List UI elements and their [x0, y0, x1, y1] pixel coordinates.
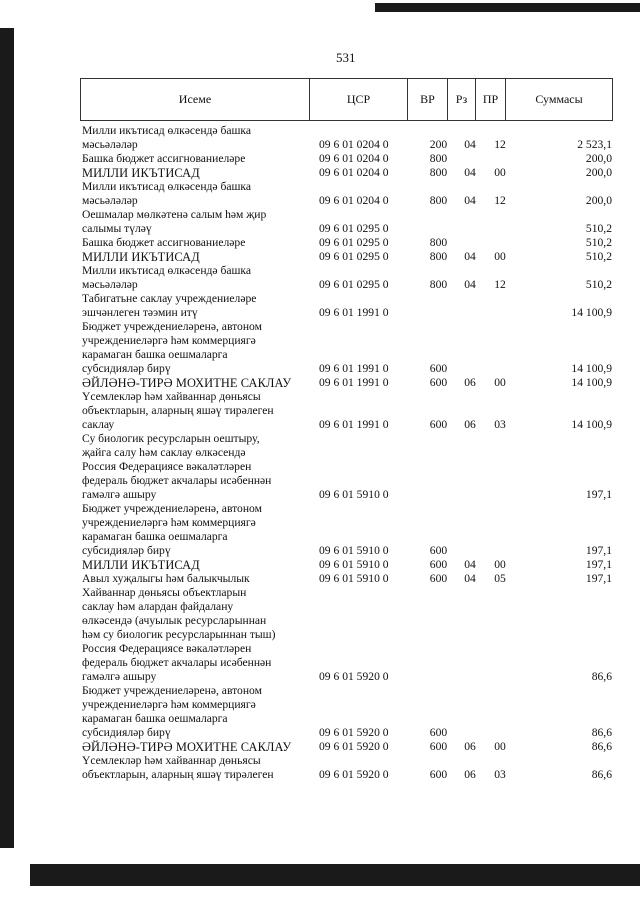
row-csr: 09 6 01 5910 0 [319, 572, 389, 585]
row-pr: 00 [494, 558, 506, 571]
row-name-line: Башка бюджет ассигнованиеләре [82, 236, 246, 249]
table-row [82, 558, 612, 572]
row-name [82, 292, 307, 320]
row-pr: 00 [494, 740, 506, 753]
row-sum: 200,0 [585, 194, 612, 207]
table-row [82, 502, 612, 558]
row-name-line: Милли икътисад өлкәсендә башка [82, 180, 252, 193]
table-row [82, 376, 612, 390]
row-name-line: Су биологик ресурсларын оештыру, [82, 432, 260, 445]
row-pr: 00 [494, 250, 506, 263]
row-sum: 14 100,9 [571, 418, 612, 431]
row-sum: 510,2 [585, 236, 612, 249]
row-csr: 09 6 01 1991 0 [319, 306, 389, 319]
row-sum: 197,1 [585, 544, 612, 557]
row-name-line: федераль бюджет акчалары исәбеннән [82, 656, 272, 669]
scan-edge-top [375, 3, 640, 12]
row-csr: 09 6 01 0295 0 [319, 236, 389, 249]
row-name-line: Бюджет учреждениеләренә, автоном [82, 502, 262, 515]
row-rz: 04 [464, 166, 476, 179]
column-header-vr: ВР [408, 79, 448, 120]
row-vr: 800 [429, 194, 448, 207]
row-vr: 200 [429, 138, 448, 151]
row-name [82, 236, 307, 250]
row-name [82, 250, 307, 264]
row-csr: 09 6 01 5920 0 [319, 726, 389, 739]
table-row [82, 390, 612, 432]
table-row [82, 586, 612, 684]
row-name-line: Милли икътисад өлкәсендә башка [82, 124, 252, 137]
row-csr: 09 6 01 1991 0 [319, 376, 389, 389]
row-name-line: мәсьәләләр [82, 194, 138, 207]
row-name-line: субсидияләр бирү [82, 544, 171, 557]
row-sum: 197,1 [585, 558, 612, 571]
row-name-line: объектларын, аларның яшәү тирәлеген [82, 768, 274, 781]
row-vr: 600 [429, 544, 448, 557]
row-vr: 800 [429, 166, 448, 179]
row-rz: 04 [464, 250, 476, 263]
row-csr: 09 6 01 5920 0 [319, 670, 389, 683]
row-name [82, 376, 307, 390]
row-name [82, 586, 307, 684]
row-sum: 86,6 [591, 726, 612, 739]
row-name [82, 390, 307, 432]
row-sum: 510,2 [585, 278, 612, 291]
row-name-line: учреждениеләргә һәм коммерциягә [82, 516, 256, 529]
row-pr: 03 [494, 768, 506, 781]
row-pr: 12 [494, 278, 506, 291]
row-sum: 14 100,9 [571, 306, 612, 319]
row-name-line: гамәлгә ашыру [82, 488, 157, 501]
table-row [82, 292, 612, 320]
column-header-sum: Суммасы [535, 92, 583, 106]
row-csr: 09 6 01 0204 0 [319, 166, 389, 179]
row-name [82, 208, 307, 236]
row-pr: 12 [494, 194, 506, 207]
row-csr: 09 6 01 0204 0 [319, 138, 389, 151]
row-name-line: Россия Федерациясе вәкаләтләрен [82, 460, 252, 473]
row-csr: 09 6 01 5920 0 [319, 768, 389, 781]
row-vr: 600 [429, 740, 448, 753]
row-name [82, 572, 307, 586]
scan-edge-left [0, 28, 14, 848]
row-name [82, 502, 307, 558]
row-name [82, 180, 307, 208]
row-name-line: мәсьәләләр [82, 138, 138, 151]
row-name-line: салымы түләү [82, 222, 152, 235]
column-header-name: Исеме [81, 79, 310, 120]
row-name [82, 740, 307, 754]
table-row [82, 432, 612, 502]
row-csr: 09 6 01 0295 0 [319, 250, 389, 263]
row-sum: 200,0 [585, 152, 612, 165]
row-pr: 03 [494, 418, 506, 431]
row-csr: 09 6 01 0295 0 [319, 278, 389, 291]
row-name-line: карамаган башка оешмаларга [82, 530, 228, 543]
table-row [82, 180, 612, 208]
row-name-line: карамаган башка оешмаларга [82, 348, 228, 361]
row-name-line: федераль бюджет акчалары исәбеннән [82, 474, 272, 487]
table-row [82, 208, 612, 236]
row-name [82, 558, 307, 572]
row-rz: 06 [464, 768, 476, 781]
row-rz: 04 [464, 558, 476, 571]
row-name-line: гамәлгә ашыру [82, 670, 157, 683]
row-name-line: һәм су биологик ресурсларыннан тыш) [82, 628, 276, 641]
row-name-line: Табигатьне саклау учреждениеләре [82, 292, 257, 305]
row-name-line: Бюджет учреждениеләренә, автоном [82, 320, 262, 333]
row-sum: 14 100,9 [571, 362, 612, 375]
table-row [82, 236, 612, 250]
row-name-line: Үсемлекләр һәм хайваннар дөньясы [82, 754, 261, 767]
row-name-line: Үсемлекләр һәм хайваннар дөньясы [82, 390, 261, 403]
scan-edge-bottom [30, 864, 640, 886]
row-name [82, 320, 307, 376]
column-header-rz: Рз [448, 79, 476, 120]
row-name [82, 166, 307, 180]
row-csr: 09 6 01 1991 0 [319, 418, 389, 431]
row-name-line: ӘЙЛӘНӘ-ТИРӘ МОХИТНЕ САКЛАУ [82, 740, 292, 754]
row-name-line: саклау [82, 418, 115, 431]
row-vr: 600 [429, 362, 448, 375]
row-name-line: саклау һәм алардан файдалану [82, 600, 234, 613]
row-name-line: Авыл хуҗалыгы һәм балыкчылык [82, 572, 250, 585]
row-rz: 04 [464, 194, 476, 207]
row-name [82, 754, 307, 782]
row-name [82, 152, 307, 166]
row-name [82, 264, 307, 292]
row-name [82, 432, 307, 502]
row-sum: 197,1 [585, 488, 612, 501]
budget-table-body [82, 124, 612, 782]
table-row [82, 250, 612, 264]
row-name-line: карамаган башка оешмаларга [82, 712, 228, 725]
row-csr: 09 6 01 0295 0 [319, 222, 389, 235]
row-name-line: Россия Федерациясе вәкаләтләрен [82, 642, 252, 655]
row-name-line: учреждениеләргә һәм коммерциягә [82, 698, 256, 711]
row-rz: 04 [464, 138, 476, 151]
row-sum: 197,1 [585, 572, 612, 585]
row-csr: 09 6 01 5910 0 [319, 488, 389, 501]
row-sum: 86,6 [591, 670, 612, 683]
row-csr: 09 6 01 1991 0 [319, 362, 389, 375]
row-rz: 06 [464, 376, 476, 389]
row-name-line: МИЛЛИ ИКЪТИСАД [82, 250, 200, 264]
row-rz: 06 [464, 740, 476, 753]
row-vr: 600 [429, 558, 448, 571]
row-csr: 09 6 01 5920 0 [319, 740, 389, 753]
row-name-line: өлкәсендә (ачуылык ресурсларыннан [82, 614, 267, 627]
row-vr: 600 [429, 376, 448, 389]
table-row [82, 166, 612, 180]
row-vr: 600 [429, 726, 448, 739]
table-row [82, 124, 612, 152]
row-vr: 600 [429, 768, 448, 781]
row-vr: 800 [429, 236, 448, 249]
row-name-line: учреждениеләргә һәм коммерциягә [82, 334, 256, 347]
row-name-line: эшчәнлеген тәэмин итү [82, 306, 198, 319]
row-name-line: МИЛЛИ ИКЪТИСАД [82, 558, 200, 572]
row-name-line: Башка бюджет ассигнованиеләре [82, 152, 246, 165]
row-name-line: МИЛЛИ ИКЪТИСАД [82, 166, 200, 180]
row-pr: 00 [494, 166, 506, 179]
row-rz: 04 [464, 278, 476, 291]
table-row [82, 684, 612, 740]
table-row [82, 152, 612, 166]
row-sum: 510,2 [585, 250, 612, 263]
row-vr: 800 [429, 152, 448, 165]
table-row [82, 264, 612, 292]
row-vr: 800 [429, 278, 448, 291]
row-name [82, 124, 307, 152]
row-sum: 510,2 [585, 222, 612, 235]
row-name-line: Милли икътисад өлкәсендә башка [82, 264, 252, 277]
column-header-csr: ЦСР [310, 79, 408, 120]
row-name-line: җайга салу һәм саклау өлкәсендә [82, 446, 246, 459]
row-sum: 2 523,1 [577, 138, 612, 151]
row-pr: 12 [494, 138, 506, 151]
row-sum: 200,0 [585, 166, 612, 179]
row-csr: 09 6 01 0204 0 [319, 152, 389, 165]
row-vr: 600 [429, 418, 448, 431]
row-vr: 800 [429, 250, 448, 263]
row-name-line: субсидияләр бирү [82, 362, 171, 375]
row-sum: 14 100,9 [571, 376, 612, 389]
column-header-pr: ПР [476, 79, 506, 120]
row-name-line: Бюджет учреждениеләренә, автоном [82, 684, 262, 697]
row-rz: 06 [464, 418, 476, 431]
row-pr: 00 [494, 376, 506, 389]
row-name-line: ӘЙЛӘНӘ-ТИРӘ МОХИТНЕ САКЛАУ [82, 376, 292, 390]
table-row [82, 754, 612, 782]
table-row [82, 320, 612, 376]
row-rz: 04 [464, 572, 476, 585]
row-sum: 86,6 [591, 740, 612, 753]
row-csr: 09 6 01 0204 0 [319, 194, 389, 207]
row-name-line: мәсьәләләр [82, 278, 138, 291]
row-sum: 86,6 [591, 768, 612, 781]
row-name-line: объектларын, аларның яшәү тирәлеген [82, 404, 274, 417]
row-pr: 05 [494, 572, 506, 585]
table-header [80, 78, 613, 121]
row-name-line: субсидияләр бирү [82, 726, 171, 739]
row-name [82, 684, 307, 740]
row-name-line: Хайваннар дөньясы объектларын [82, 586, 247, 599]
table-row [82, 740, 612, 754]
row-vr: 600 [429, 572, 448, 585]
row-csr: 09 6 01 5910 0 [319, 558, 389, 571]
row-name-line: Оешмалар мөлкәтенә салым һәм җир [82, 208, 267, 221]
table-row [82, 572, 612, 586]
row-csr: 09 6 01 5910 0 [319, 544, 389, 557]
page-number: 531 [336, 50, 356, 65]
